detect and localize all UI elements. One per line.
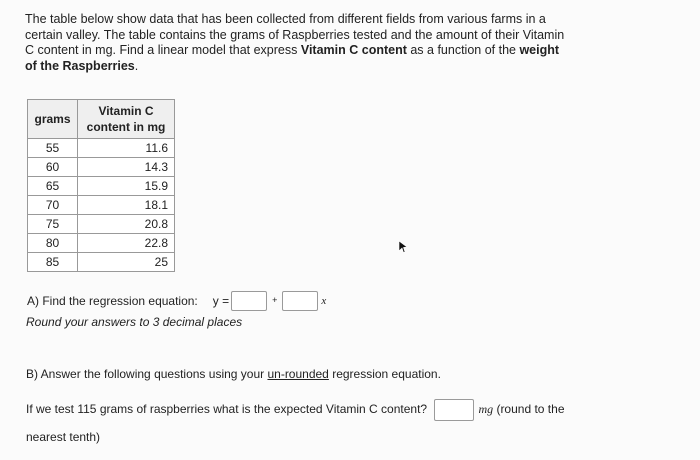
round-nearest-tenth-text: (round to the nearest tenth) [26,402,565,444]
cell-vitamin-c: 22.8 [78,234,175,253]
y-equals-label: y = [212,294,230,308]
expected-vitamin-c-input[interactable] [434,399,474,421]
intro-mid-text: as a function of the [406,43,520,57]
part-a-prompt: A) Find the regression equation: [27,294,198,308]
header-grams: grams [28,100,78,139]
table-row [28,234,175,253]
unit-mg-label: mg [478,402,494,416]
intro-text: The table below show data that has been collected from different fields from various farms in a certain valley. The table contains the grams of Raspberries tested and the amount of their Vitamin C content in mg. Find a linear model that express [25,12,565,57]
part-b-underlined: un-rounded [267,367,329,381]
table-row [28,158,175,177]
regression-equation-line [27,291,326,311]
table-row [28,215,175,234]
cell-vitamin-c: 14.3 [78,158,175,177]
table-row [28,196,175,215]
part-b-suffix: regression equation. [328,367,441,381]
cell-grams: 65 [28,177,78,196]
cell-vitamin-c: 15.9 [78,177,175,196]
table-header-row [28,100,175,139]
cell-grams: 70 [28,196,78,215]
cell-grams: 60 [28,158,78,177]
coefficient-answer-input[interactable] [282,291,318,311]
part-b-instruction [26,367,441,381]
header-vitamin-c-line2: content in mg [86,120,166,134]
rounding-instruction: Round your answers to 3 decimal places [26,315,243,329]
cell-vitamin-c: 20.8 [78,215,175,234]
cell-grams: 55 [28,139,78,158]
cell-grams: 80 [28,234,78,253]
cell-vitamin-c: 25 [78,253,175,272]
intro-bold-weight: weight of the Raspberries [25,43,560,73]
part-b-question [26,395,586,451]
x-variable-label: x [321,295,327,307]
header-vitamin-c-line1: Vitamin C [98,104,154,118]
intro-end: . [134,58,139,73]
cell-grams: 75 [28,215,78,234]
mouse-cursor-icon [398,240,408,254]
header-vitamin-c [78,100,175,139]
part-b-prefix: B) Answer the following questions using your [26,367,268,381]
table-row [28,253,175,272]
plus-sign: + [272,295,278,305]
cell-vitamin-c: 11.6 [78,139,175,158]
slope-answer-input[interactable] [231,291,267,311]
intro-bold-vitamin: Vitamin C content [300,43,407,57]
problem-statement [25,12,570,74]
part-b-question-text: If we test 115 grams of raspberries what is the expected Vitamin C content? [26,402,428,416]
table-row [28,139,175,158]
data-table [27,99,175,272]
cell-grams: 85 [28,253,78,272]
table-row [28,177,175,196]
cell-vitamin-c: 18.1 [78,196,175,215]
